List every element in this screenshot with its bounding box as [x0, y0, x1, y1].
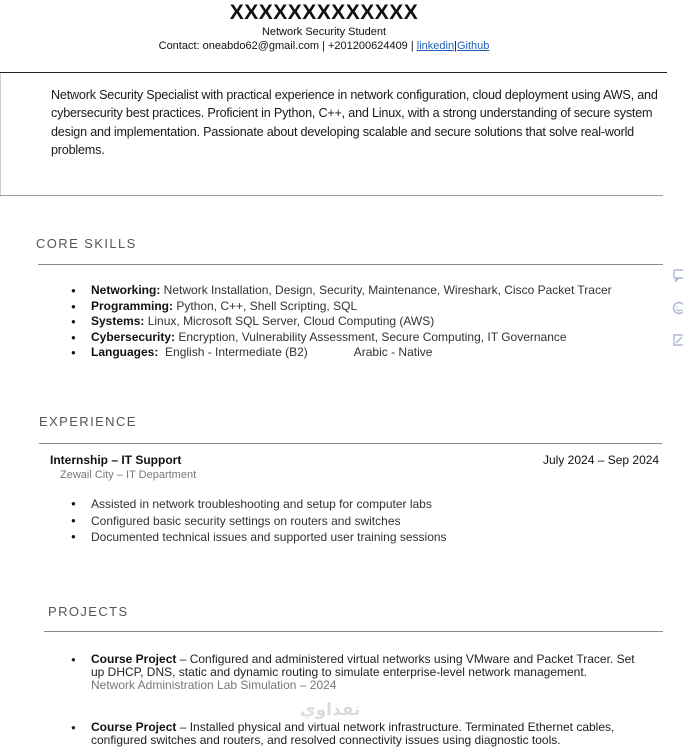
skill-value: Encryption, Vulnerability Assessment, Secure Computing, IT Governance: [175, 330, 567, 344]
watermark-logo: نفذاوي: [300, 700, 360, 720]
linkedin-link[interactable]: linkedin: [417, 40, 454, 52]
skill-label: Systems:: [91, 314, 144, 328]
skill-item-languages: [71, 345, 612, 361]
skill-item-networking: [71, 283, 612, 299]
skill-label: Networking:: [91, 283, 160, 297]
experience-bullet: ● Assisted in network troubleshooting and setup for computer labs: [71, 496, 447, 513]
contact-text: Contact: oneabdo62@gmail.com | +201200624409 |: [159, 40, 417, 52]
skill-item-cybersecurity: [71, 330, 612, 346]
experience-bullet: ● Configured basic security settings on routers and switches: [71, 513, 447, 530]
project-text: [91, 721, 651, 747]
project-label: Course Project: [91, 652, 176, 666]
emoji-icon[interactable]: [672, 301, 683, 315]
project-text: [91, 653, 651, 679]
projects-heading: PROJECTS: [48, 604, 129, 619]
experience-bullets: [71, 496, 447, 546]
page-edge-rule: [0, 72, 1, 197]
candidate-name: XXXXXXXXXXXXX: [0, 1, 648, 25]
job-title: Internship – IT Support: [50, 453, 181, 467]
skill-label: Programming:: [91, 299, 173, 313]
project-description: – Installed physical and virtual network infrastructure. Terminated Ethernet cables, configured switches and routers, and resolved connectivity issues using diagnostic tools.: [91, 720, 614, 747]
job-organization: Zewail City – IT Department: [60, 469, 196, 481]
skill-value: Linux, Microsoft SQL Server, Cloud Computing (AWS): [144, 314, 434, 328]
candidate-title: Network Security Student: [0, 26, 648, 38]
bullet-dot: ●: [71, 721, 76, 734]
skill-item-systems: [71, 314, 612, 330]
skill-value: Network Installation, Design, Security, Maintenance, Wireshark, Cisco Packet Tracer: [160, 283, 611, 297]
project-meta: Network Administration Lab Simulation – 2024: [91, 679, 651, 692]
projects-rule: [44, 631, 663, 632]
header-divider: [0, 72, 667, 73]
experience-heading: EXPERIENCE: [39, 414, 137, 429]
summary-paragraph: Network Security Specialist with practical experience in network configuration, cloud deployment using AWS, and cybersecurity best practices. Proficient in Python, C++, and Linux, with a strong understanding of secure system design and implementation. Passionate about developing scalable and secure solutions that solve real-world problems.: [51, 86, 663, 160]
skills-heading: CORE SKILLS: [36, 236, 137, 251]
comment-icon[interactable]: [672, 268, 683, 282]
contact-separator: |: [454, 40, 457, 52]
summary-divider: [0, 195, 663, 196]
job-date: July 2024 – Sep 2024: [543, 453, 659, 467]
experience-rule: [39, 443, 662, 444]
skill-value: Python, C++, Shell Scripting, SQL: [173, 299, 357, 313]
github-link[interactable]: Github: [457, 40, 489, 52]
skill-item-programming: [71, 299, 612, 315]
skill-label: Languages:: [91, 345, 158, 359]
bullet-dot: ●: [71, 653, 76, 666]
skill-label: Cybersecurity:: [91, 330, 175, 344]
experience-bullet: ● Documented technical issues and supported user training sessions: [71, 529, 447, 546]
project-label: Course Project: [91, 720, 176, 734]
contact-line: [0, 40, 648, 52]
project-item: [71, 721, 651, 747]
project-item: [71, 653, 651, 692]
project-description: – Configured and administered virtual networks using VMware and Packet Tracer. Set up DHCP, DNS, static and dynamic routing to simulate enterprise-level network management.: [91, 652, 635, 679]
edit-icon[interactable]: [672, 333, 683, 347]
skills-rule: [38, 264, 663, 265]
skill-value: English - Intermediate (B2) Arabic - Native: [158, 345, 432, 359]
skills-list: [71, 283, 612, 361]
